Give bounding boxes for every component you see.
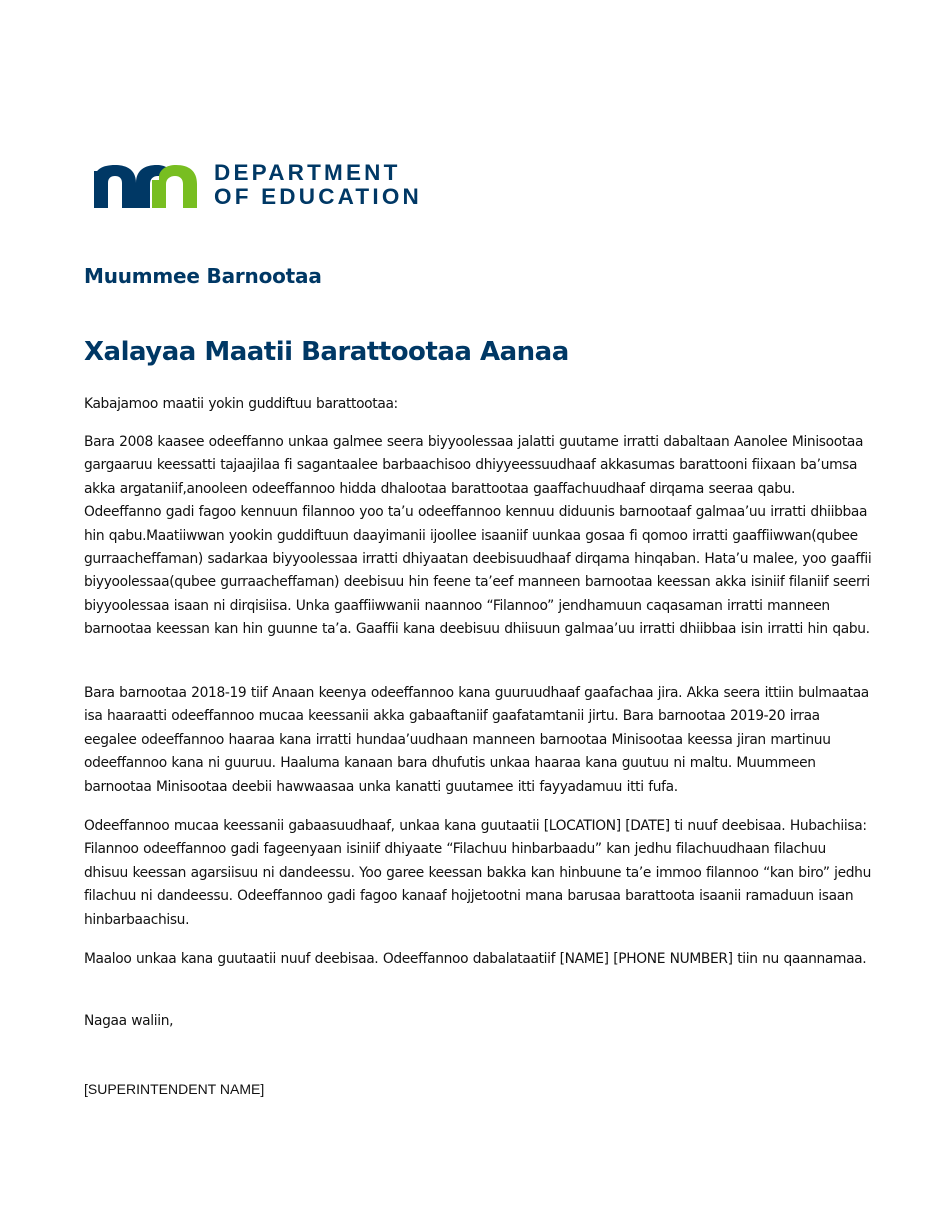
- paragraph-4: Maaloo unkaa kana guutaatii nuuf deebisaa. Odeeffannoo dabalataatiif [NAME] [PHONE NUMBER] tiin nu qaannamaa.: [84, 951, 867, 967]
- logo-wordmark: [214, 161, 422, 209]
- logo-line-of-education: OF EDUCATION: [214, 184, 422, 209]
- organization-name: Muummee Barnootaa: [84, 264, 322, 288]
- salutation: Kabajamoo maatii yokin guddiftuu barattootaa:: [84, 396, 398, 412]
- paragraph-1: Bara 2008 kaasee odeeffanno unkaa galmee seera biyyoolessaa jalatti guutame irratti dabaltaan Aanolee Minisootaa gargaaruu keessatti tajaajilaa fi sagantaalee barbaachisoo dhiyyeessuudhaaf akkasumas barattooni fiixaan ba’umsa akka argataniif,anooleen odeeffannoo hidda dhalootaa barattootaa gaaffachuudhaaf dirqama seeraa qabu. Odeeffanno gadi fagoo kennuun filannoo yoo ta’u odeeffannoo kennuu diduunis barnootaaf galmaa’uu irratti dhiibbaa hin qabu.Maatiiwwan yookin guddiftuun daayimanii ijoollee isaaniif uunkaa gosaa fi qomoo irratti gaaffiiwwan(qubee gurraacheffaman) sadarkaa biyyoolessaa irratti dhiyaatan deebisuudhaaf dirqama hinqaban. Hata’u malee, yoo gaaffii biyyoolessaa(qubee gurraacheffaman) deebisuu hin feene ta’eef manneen barnootaa keessan akka isiniif filaniif seerri biyyoolessaa isaan ni dirqisiisa. Unka gaaffiiwwanii naannoo “Filannoo” jendhamuun caqasaman irratti manneen barnootaa keessan kan hin guunne ta’a. Gaaffii kana deebisuu dhiisuun galmaa’uu irratti dhiibbaa isin irratti hin qabu.: [84, 434, 872, 638]
- logo-line-department: DEPARTMENT: [214, 160, 401, 185]
- closing: Nagaa waliin,: [84, 1013, 174, 1029]
- paragraph-3: Odeeffannoo mucaa keessanii gabaasuudhaaf, unkaa kana guutaatii [LOCATION] [DATE] ti nuuf deebisaa. Hubachiisa: Filannoo odeeffannoo gadi fageenyaan isiniif dhiyaate “Filachuu hinbarbaadu” kan jedhu filachuudhaan filachuu dhisuu keessan agarsiisuu ni dandeessu. Yoo garee keessan bakka kan hinbuune ta’e immoo filannoo “kan biro” jedhu filachuu ni dandeessu. Odeeffannoo gadi fagoo kanaaf hojjetootni mana barusaa barattoota isaanii ramaduun isaan hinbarbaachisu.: [84, 818, 871, 928]
- letter-title: Xalayaa Maatii Barattootaa Aanaa: [84, 337, 569, 367]
- mn-department-of-education-logo: [93, 160, 433, 211]
- mn-logo-icon: [93, 163, 199, 211]
- signature: [SUPERINTENDENT NAME]: [84, 1081, 265, 1097]
- paragraph-2: Bara barnootaa 2018-19 tiif Anaan keenya odeeffannoo kana guuruudhaaf gaafachaa jira. Akka seera ittiin bulmaataa isa haaraatti odeeffannoo mucaa keessanii akka gabaaftaniif gaafatamtanii jirtu. Bara barnootaa 2019-20 irraa eegalee odeeffannoo haaraa kana irratti hundaa’uudhaan manneen barnootaa Minisootaa keessa jiran martinuu odeeffannoo kana ni guuruu. Haaluma kanaan bara dhufutis unkaa haaraa kana guutuu ni maltu. Muummeen barnootaa Minisootaa deebii hawwaasaa unka kanatti guutamee itti fayyadamuu itti fufa.: [84, 685, 869, 795]
